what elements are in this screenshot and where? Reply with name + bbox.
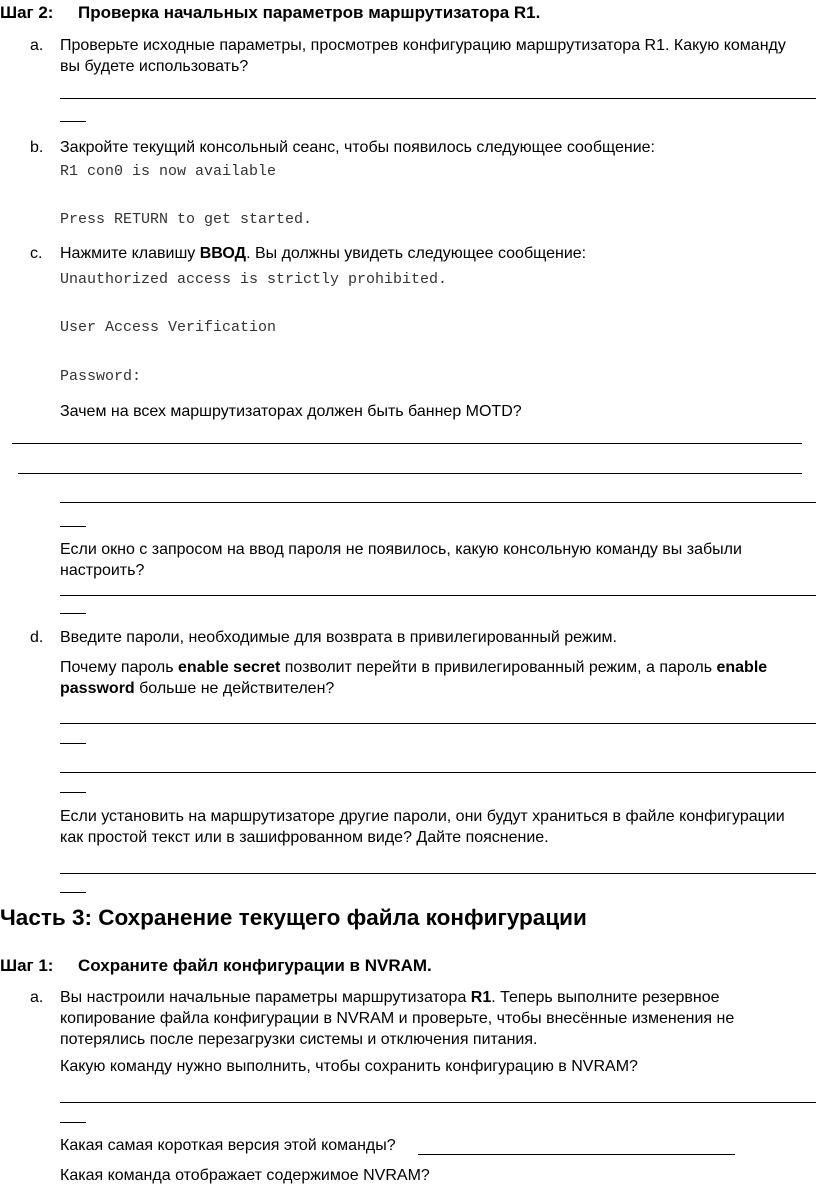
answer-line-stub xyxy=(60,613,86,614)
answer-line[interactable] xyxy=(60,595,816,596)
question-motd: Зачем на всех маршрутизаторах должен быть баннер MOTD? xyxy=(60,403,522,420)
answer-line-stub xyxy=(60,792,86,793)
item-b-marker: b. xyxy=(30,139,44,156)
answer-line[interactable] xyxy=(60,1102,816,1103)
router-name: R1 xyxy=(470,989,492,1006)
answer-line[interactable] xyxy=(18,473,802,474)
console-output-line: Press RETURN to get started. xyxy=(60,211,313,228)
step1-label: Шаг 1: xyxy=(0,956,54,975)
step2-title: Проверка начальных параметров маршрутизатора R1. xyxy=(78,3,541,22)
item-a2 xyxy=(30,987,805,1050)
item-a xyxy=(30,35,805,77)
item-a2-text: Вы настроили начальные параметры маршрутизатора R1. Теперь выполните резервное копирование файла конфигурации в NVRAM и проверьте, чтобы внесённые изменения не потерялись после перезагрузки системы и отключения питания. xyxy=(60,989,735,1048)
console-output-line: Password: xyxy=(60,368,142,385)
item-a2-marker: a. xyxy=(30,989,44,1006)
answer-line[interactable] xyxy=(60,873,816,874)
part3-heading: Часть 3: Сохранение текущего файла конфигурации xyxy=(0,905,587,930)
answer-line-stub xyxy=(60,743,86,744)
enter-key-label: ВВОД xyxy=(199,245,247,262)
item-c-text: Нажмите клавишу ВВОД. Вы должны увидеть следующее сообщение: xyxy=(60,245,587,262)
step2-heading xyxy=(0,3,540,23)
console-output-line: User Access Verification xyxy=(60,319,277,336)
question-save-config: Какую команду нужно выполнить, чтобы сохранить конфигурацию в NVRAM? xyxy=(60,1058,638,1075)
answer-line[interactable] xyxy=(60,772,816,773)
question-password-prompt: Если окно с запросом на ввод пароля не появилось, какую консольную команду вы забыли настроить? xyxy=(60,541,742,579)
question-nvram-contents: Какая команда отображает содержимое NVRAM? xyxy=(60,1167,430,1184)
answer-line[interactable] xyxy=(60,98,816,99)
answer-line-stub xyxy=(60,526,86,527)
item-a-marker: a. xyxy=(30,37,44,54)
step1-heading xyxy=(0,956,432,976)
question-short-command: Какая самая короткая версия этой команды? xyxy=(60,1137,396,1154)
question-other-passwords: Если установить на маршрутизаторе другие пароли, они будут храниться в файле конфигурации как простой текст или в зашифрованном виде? Дайте пояснение. xyxy=(60,808,785,846)
item-d xyxy=(30,627,805,648)
console-output-line: Unauthorized access is strictly prohibited. xyxy=(60,271,448,288)
answer-line[interactable] xyxy=(60,502,816,503)
answer-line[interactable] xyxy=(12,443,802,444)
answer-line-stub xyxy=(60,892,86,893)
answer-line-stub xyxy=(60,1122,86,1123)
answer-line[interactable] xyxy=(60,723,816,724)
question-enable-secret: Почему пароль enable secret позволит перейти в привилегированный режим, а пароль enable password больше не действителен? xyxy=(60,659,768,697)
item-c xyxy=(30,243,805,264)
item-d-text: Введите пароли, необходимые для возврата в привилегированный режим. xyxy=(60,629,617,646)
step1-title: Сохраните файл конфигурации в NVRAM. xyxy=(78,956,432,975)
item-b xyxy=(30,137,805,158)
step2-label: Шаг 2: xyxy=(0,3,54,22)
console-output-line: R1 con0 is now available xyxy=(60,163,277,180)
answer-line[interactable] xyxy=(418,1154,735,1155)
answer-line-stub xyxy=(60,121,86,122)
item-d-marker: d. xyxy=(30,629,44,646)
item-a-text: Проверьте исходные параметры, просмотрев конфигурацию маршрутизатора R1. Какую команду вы будете использовать? xyxy=(60,37,786,75)
item-b-text: Закройте текущий консольный сеанс, чтобы появилось следующее сообщение: xyxy=(60,139,655,156)
item-c-marker: c. xyxy=(30,245,43,262)
